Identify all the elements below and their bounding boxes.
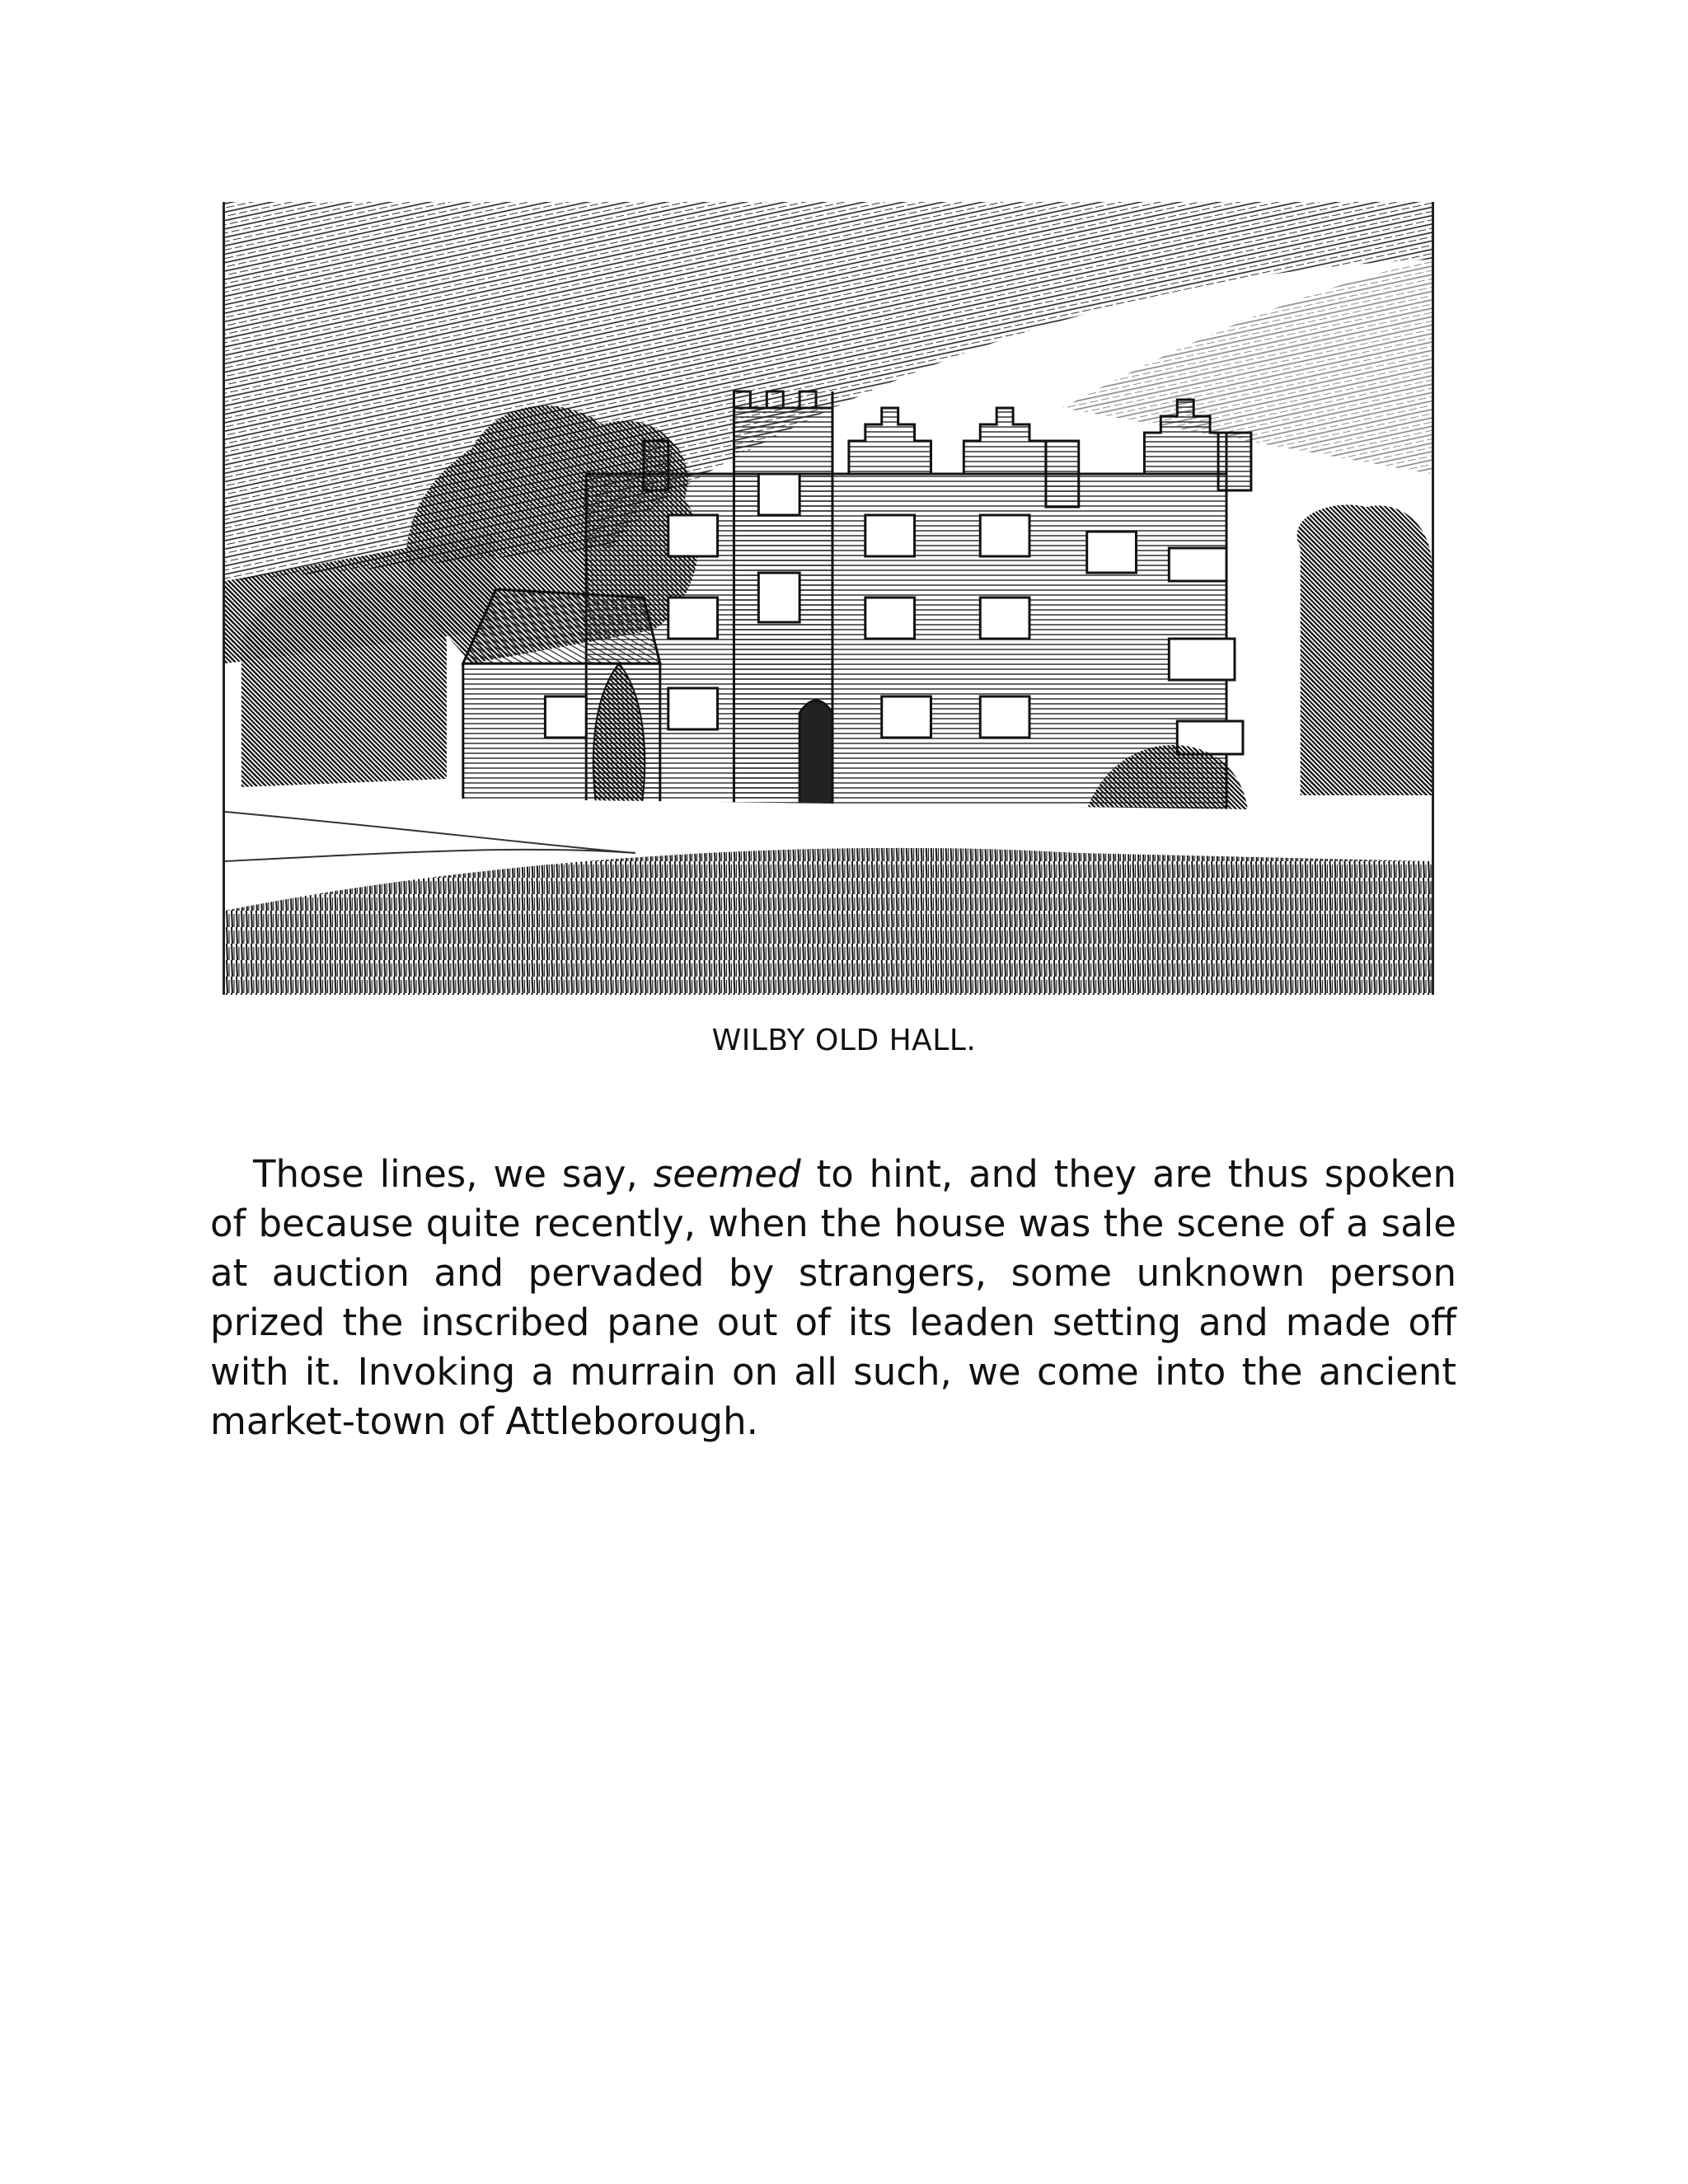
paragraph-emphasis: seemed bbox=[653, 1152, 801, 1196]
body-paragraph bbox=[210, 1150, 1456, 1446]
wilby-old-hall-illustration bbox=[223, 202, 1434, 995]
engraving-house-icon bbox=[225, 202, 1432, 995]
illustration-caption: WILBY OLD HALL. bbox=[711, 1024, 977, 1057]
paragraph-text-start: Those lines, we say, bbox=[253, 1152, 654, 1196]
paragraph-text-rest: to hint, and they are thus spoken of because quite recently, when the house was the scene of a sale at auction and pervaded by strangers, some unknown person prized the inscribed pane out of its leaden setting and made off with it. Invoking a murrain on all such, we come into the ancient market-town of Attleborough. bbox=[210, 1152, 1456, 1443]
